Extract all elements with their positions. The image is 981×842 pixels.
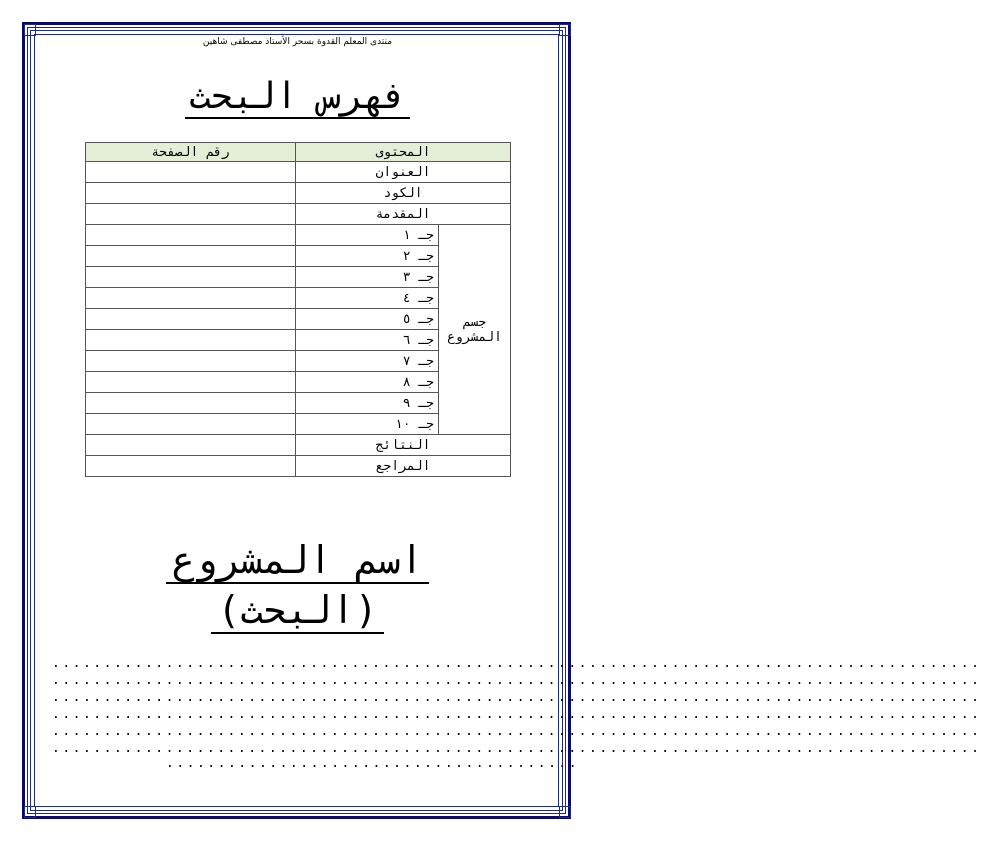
dotted-line: .......................................................................................... — [52, 741, 981, 756]
project-name-text: اسم المشروع — [166, 538, 430, 584]
project-name-heading — [0, 538, 595, 582]
part-label: جـ ٥ — [296, 309, 439, 330]
row-references-label: المراجع — [296, 456, 511, 477]
page-title — [0, 76, 595, 117]
table-header-row — [86, 143, 511, 162]
dotted-line: .......................................................................................... — [52, 656, 981, 671]
page-cell — [86, 435, 296, 456]
table-row — [86, 183, 511, 204]
page-title-text: فهرس البحث — [185, 76, 410, 119]
part-label: جـ ٨ — [296, 372, 439, 393]
part-label: جـ ١٠ — [296, 414, 439, 435]
page-cell — [86, 246, 296, 267]
part-label: جـ ٩ — [296, 393, 439, 414]
dotted-line: .......................................................................................... — [52, 673, 981, 688]
table-row — [86, 204, 511, 225]
part-label: جـ ٦ — [296, 330, 439, 351]
page-cell — [86, 309, 296, 330]
table-row — [86, 225, 511, 246]
row-intro-label: المقدمة — [296, 204, 511, 225]
table-row — [86, 435, 511, 456]
header-content: المحتوى — [296, 143, 511, 162]
page-cell — [86, 330, 296, 351]
dotted-line: .......................................................................................... — [52, 707, 981, 722]
page-cell — [86, 288, 296, 309]
corner-ornament — [559, 806, 571, 818]
part-label: جـ ١ — [296, 225, 439, 246]
page-cell — [86, 225, 296, 246]
part-label: جـ ٣ — [296, 267, 439, 288]
page-cell — [86, 162, 296, 183]
row-code-label: الكود — [296, 183, 511, 204]
group-project-body: جسم المشروع — [439, 225, 511, 435]
row-results-label: النتائج — [296, 435, 511, 456]
part-label: جـ ٤ — [296, 288, 439, 309]
page-cell — [86, 183, 296, 204]
dotted-line: .......................................................................................... — [52, 724, 981, 739]
page-cell — [86, 414, 296, 435]
dotted-line: .......................................................................................... — [52, 690, 981, 705]
header-page-number: رقم الصفحة — [86, 143, 296, 162]
page-cell — [86, 393, 296, 414]
table-row — [86, 456, 511, 477]
corner-ornament — [24, 24, 36, 36]
dotted-line-short: ........................................ — [166, 756, 580, 771]
header-note: منتدى المعلم القدوة بسحر الأستاذ مصطفى شاهين — [202, 37, 393, 47]
project-subtitle — [0, 588, 595, 632]
page-cell — [86, 372, 296, 393]
part-label: جـ ٢ — [296, 246, 439, 267]
part-label: جـ ٧ — [296, 351, 439, 372]
page-cell — [86, 456, 296, 477]
table-row — [86, 162, 511, 183]
corner-ornament — [24, 806, 36, 818]
page-cell — [86, 351, 296, 372]
corner-ornament — [559, 24, 571, 36]
page-cell — [86, 267, 296, 288]
index-table — [85, 142, 511, 477]
project-subtitle-text: (البحث) — [211, 588, 383, 634]
row-title-label: العنوان — [296, 162, 511, 183]
page-cell — [86, 204, 296, 225]
